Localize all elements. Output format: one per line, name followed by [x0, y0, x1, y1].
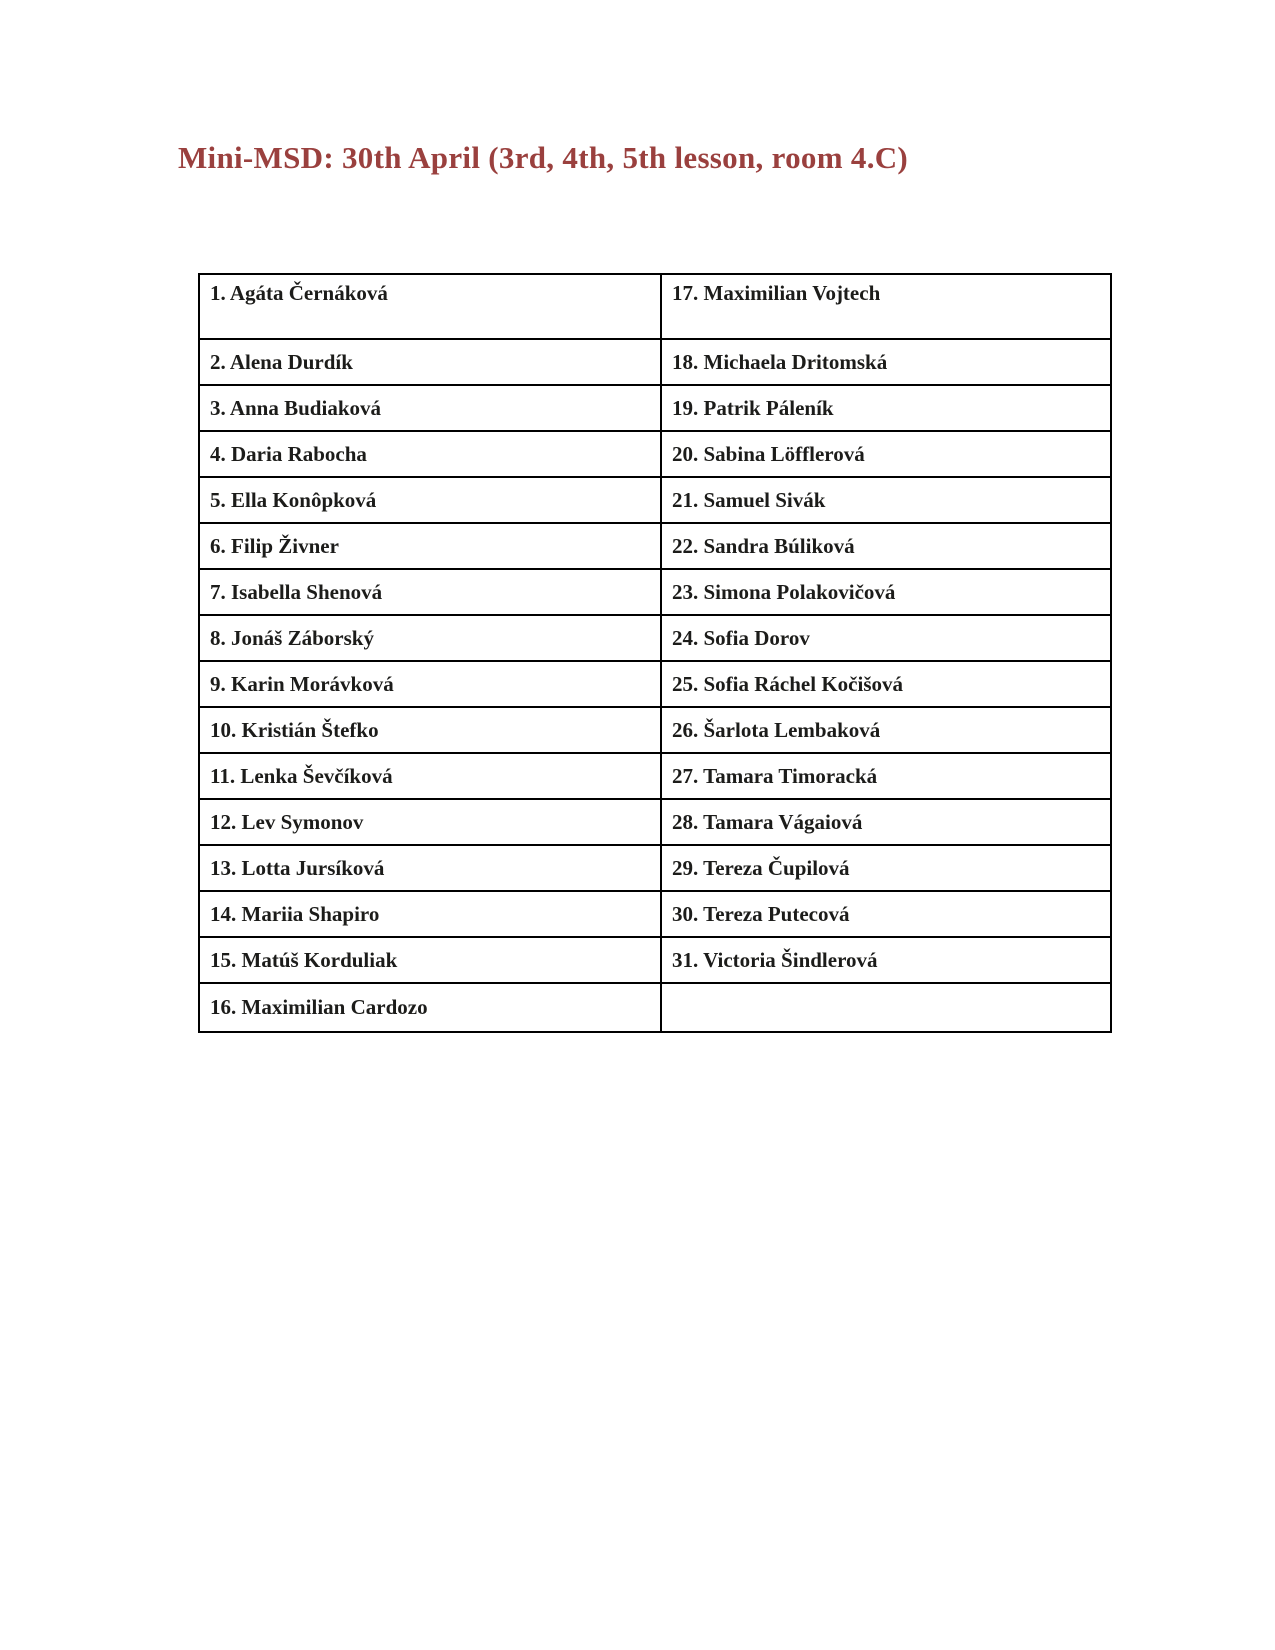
- table-row: [199, 431, 1111, 477]
- table-row: [199, 615, 1111, 661]
- roster-cell-left: 11. Lenka Ševčíková: [199, 753, 661, 799]
- roster-cell-right: 31. Victoria Šindlerová: [661, 937, 1111, 983]
- roster-cell-left: 9. Karin Morávková: [199, 661, 661, 707]
- roster-cell-right: 17. Maximilian Vojtech: [661, 274, 1111, 339]
- roster-cell-left: 4. Daria Rabocha: [199, 431, 661, 477]
- roster-cell-left: 7. Isabella Shenová: [199, 569, 661, 615]
- roster-cell-left: 5. Ella Konôpková: [199, 477, 661, 523]
- roster-cell-right: 26. Šarlota Lembaková: [661, 707, 1111, 753]
- table-row: [199, 937, 1111, 983]
- roster-cell-left: 16. Maximilian Cardozo: [199, 983, 661, 1032]
- table-row: [199, 569, 1111, 615]
- roster-cell-left: 13. Lotta Jursíková: [199, 845, 661, 891]
- roster-cell-left: 15. Matúš Korduliak: [199, 937, 661, 983]
- table-row: [199, 661, 1111, 707]
- table-row: [199, 385, 1111, 431]
- roster-cell-left: 14. Mariia Shapiro: [199, 891, 661, 937]
- roster-cell-left: 2. Alena Durdík: [199, 339, 661, 385]
- table-row: [199, 339, 1111, 385]
- roster-table: [198, 273, 1112, 1033]
- roster-cell-right: 29. Tereza Čupilová: [661, 845, 1111, 891]
- table-row: [199, 477, 1111, 523]
- roster-cell-left: 10. Kristián Štefko: [199, 707, 661, 753]
- page-title: Mini-MSD: 30th April (3rd, 4th, 5th lesson, room 4.C): [178, 140, 909, 175]
- roster-cell-right: 27. Tamara Timoracká: [661, 753, 1111, 799]
- table-row: [199, 707, 1111, 753]
- roster-cell-left: 1. Agáta Černáková: [199, 274, 661, 339]
- roster-cell-right: 28. Tamara Vágaiová: [661, 799, 1111, 845]
- roster-cell-right: 22. Sandra Búliková: [661, 523, 1111, 569]
- roster-cell-right: 18. Michaela Dritomská: [661, 339, 1111, 385]
- table-row: [199, 523, 1111, 569]
- table-row: [199, 983, 1111, 1032]
- roster-cell-left: 8. Jonáš Záborský: [199, 615, 661, 661]
- table-row: [199, 891, 1111, 937]
- roster-cell-right: 21. Samuel Sivák: [661, 477, 1111, 523]
- roster-cell-left: 12. Lev Symonov: [199, 799, 661, 845]
- table-row: [199, 274, 1111, 339]
- roster-cell-right: 30. Tereza Putecová: [661, 891, 1111, 937]
- table-row: [199, 753, 1111, 799]
- table-row: [199, 799, 1111, 845]
- roster-cell-right: 23. Simona Polakovičová: [661, 569, 1111, 615]
- roster-cell-right: 25. Sofia Ráchel Kočišová: [661, 661, 1111, 707]
- table-row: [199, 845, 1111, 891]
- roster-cell-left: 6. Filip Živner: [199, 523, 661, 569]
- roster-body: [199, 274, 1111, 1032]
- roster-cell-right: 20. Sabina Löfflerová: [661, 431, 1111, 477]
- roster-cell-right: [661, 983, 1111, 1032]
- roster-cell-right: 19. Patrik Páleník: [661, 385, 1111, 431]
- roster-cell-left: 3. Anna Budiaková: [199, 385, 661, 431]
- roster-cell-right: 24. Sofia Dorov: [661, 615, 1111, 661]
